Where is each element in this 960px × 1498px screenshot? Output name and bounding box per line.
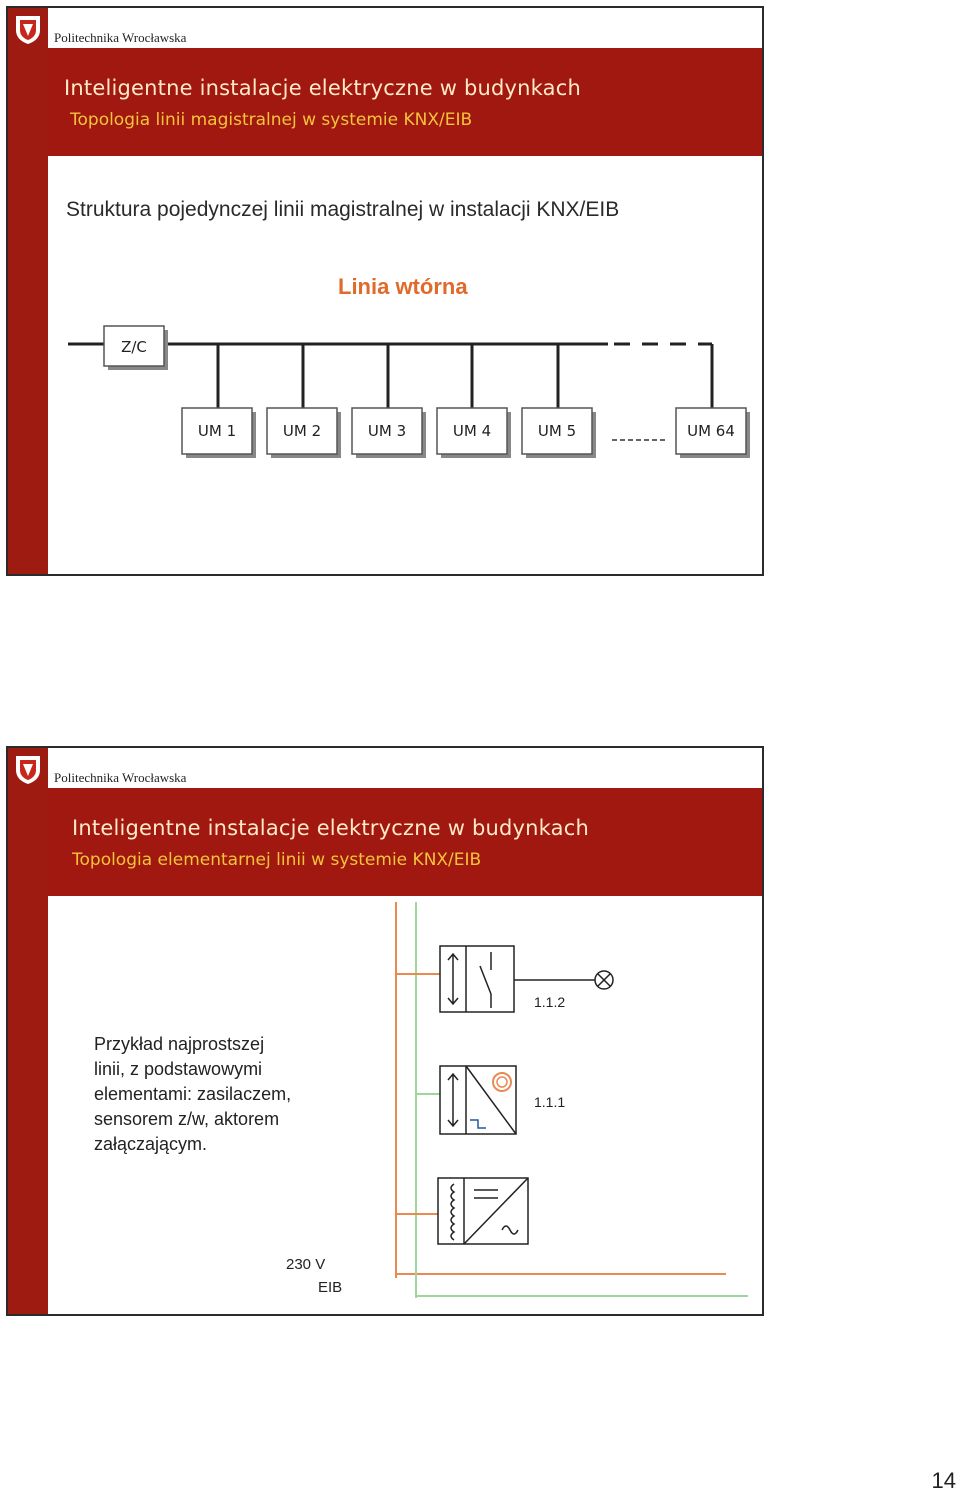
line-label: Linia wtórna — [338, 274, 468, 299]
description-line: Przykład najprostszej — [94, 1034, 265, 1054]
module-2 — [267, 408, 341, 458]
elementary-line-diagram — [8, 748, 764, 1314]
slide-title: Inteligentne instalacje elektryczne w budynkach — [64, 76, 581, 100]
module-label: UM 2 — [282, 422, 322, 440]
module-label: UM 1 — [197, 422, 237, 440]
slide-subtitle: Topologia linii magistralnej w systemie KNX/EIB — [70, 110, 473, 130]
sidebar-stripe — [8, 8, 48, 574]
module-1 — [182, 408, 256, 458]
university-name: Politechnika Wrocławska — [54, 770, 187, 785]
module-label: UM 4 — [452, 422, 492, 440]
description-line: elementami: zasilaczem, — [94, 1084, 292, 1104]
university-logo — [8, 8, 48, 48]
voltage-label: 230 V — [286, 1256, 326, 1273]
module-3 — [352, 408, 426, 458]
page-number: 14 — [931, 1468, 956, 1493]
sensor-device — [440, 1066, 516, 1134]
slide-2 — [6, 746, 764, 1316]
slide-1 — [6, 6, 764, 576]
description-line: linii, z podstawowymi — [94, 1059, 263, 1079]
section-heading: Struktura pojedynczej linii magistralnej w instalacji KNX/EIB — [66, 198, 620, 221]
actuator-device — [440, 946, 602, 1012]
title-banner — [48, 48, 762, 156]
sensor-address: 1.1.1 — [534, 1094, 566, 1110]
slide-subtitle: Topologia elementarnej linii w systemie KNX/EIB — [72, 850, 482, 870]
bus-topology-diagram — [48, 308, 764, 478]
bus-label: EIB — [318, 1279, 343, 1296]
module-64 — [676, 408, 750, 458]
power-supply-device — [438, 1178, 528, 1244]
module-label: UM 64 — [687, 422, 735, 440]
slide-title: Inteligentne instalacje elektryczne w budynkach — [72, 816, 589, 840]
university-name: Politechnika Wrocławska — [54, 30, 187, 45]
description-line: załączającym. — [94, 1134, 208, 1154]
module-label: UM 3 — [367, 422, 407, 440]
lamp-icon — [595, 971, 613, 989]
module-5 — [522, 408, 596, 458]
coupler-label: Z/C — [121, 338, 147, 356]
description-line: sensorem z/w, aktorem — [94, 1109, 280, 1129]
actuator-address: 1.1.2 — [534, 994, 566, 1010]
module-label: UM 5 — [537, 422, 577, 440]
module-4 — [437, 408, 511, 458]
